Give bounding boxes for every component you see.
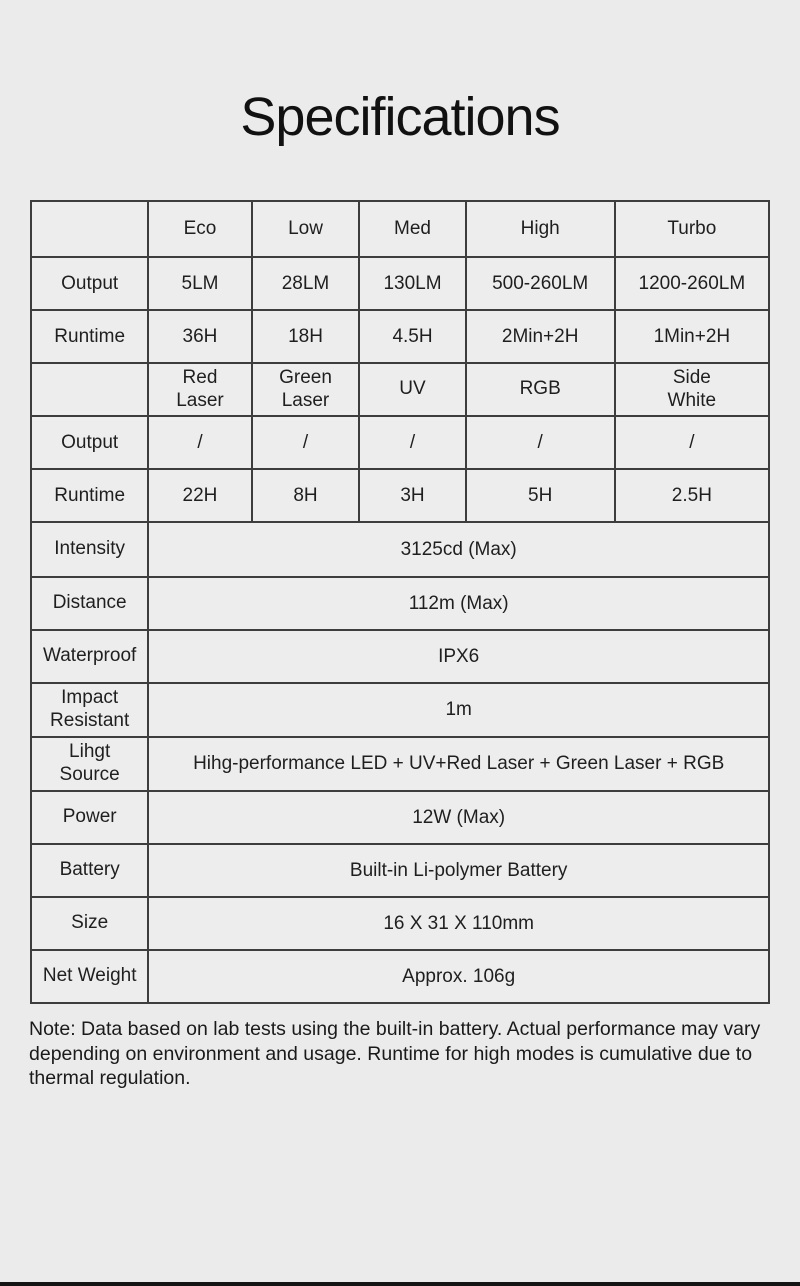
value-cell: 1200-260LM <box>615 257 769 310</box>
value-cell: 3125cd (Max) <box>148 522 769 577</box>
note-text: Note: Data based on lab tests using the built-in battery. Actual performance may vary depending on environment and usage. Runtime for high modes is cumulative due to thermal regulation. <box>29 1018 761 1090</box>
value-cell: 16 X 31 X 110mm <box>148 897 769 950</box>
value-cell: 28LM <box>252 257 360 310</box>
aux-header-label: UV <box>399 378 426 400</box>
empty-header-cell <box>31 201 148 257</box>
value-cell: / <box>359 416 465 469</box>
value-cell: 2Min+2H <box>466 310 615 363</box>
row-label: Waterproof <box>31 630 148 683</box>
aux-header-rgb <box>466 363 615 416</box>
value-cell: 5H <box>466 469 615 522</box>
row-label: Runtime <box>31 469 148 522</box>
spec-row-size <box>31 897 769 950</box>
value-cell: / <box>148 416 251 469</box>
value-cell: 3H <box>359 469 465 522</box>
value-cell: 8H <box>252 469 360 522</box>
value-cell: / <box>615 416 769 469</box>
aux-header-side-white <box>615 363 769 416</box>
spec-sheet <box>0 86 800 1091</box>
spec-row-intensity <box>31 522 769 577</box>
aux-runtime-row <box>31 469 769 522</box>
mode-header-eco: Eco <box>148 201 251 257</box>
aux-header-green-laser <box>252 363 360 416</box>
value-cell: 36H <box>148 310 251 363</box>
row-label: Battery <box>31 844 148 897</box>
value-cell: Approx. 106g <box>148 950 769 1003</box>
row-label: Lihgt Source <box>31 737 148 791</box>
row-label: Power <box>31 791 148 844</box>
mode-output-row <box>31 257 769 310</box>
aux-header-red-laser <box>148 363 251 416</box>
spec-row-power <box>31 791 769 844</box>
spec-row-light-source <box>31 737 769 791</box>
aux-header-row <box>31 363 769 416</box>
value-cell: / <box>252 416 360 469</box>
value-cell: 112m (Max) <box>148 577 769 630</box>
value-cell: 2.5H <box>615 469 769 522</box>
row-label: Intensity <box>31 522 148 577</box>
mode-header-row <box>31 201 769 257</box>
value-cell: 130LM <box>359 257 465 310</box>
aux-header-label: Side White <box>667 367 717 411</box>
spec-row-net-weight <box>31 950 769 1003</box>
value-cell: IPX6 <box>148 630 769 683</box>
value-cell: 1m <box>148 683 769 737</box>
aux-header-uv <box>359 363 465 416</box>
value-cell: 12W (Max) <box>148 791 769 844</box>
page-title: Specifications <box>240 87 560 147</box>
aux-header-label: RGB <box>519 378 561 400</box>
aux-header-label: Green Laser <box>279 367 332 411</box>
row-label: Net Weight <box>31 950 148 1003</box>
spec-row-battery <box>31 844 769 897</box>
mode-header-high: High <box>466 201 615 257</box>
mode-header-med: Med <box>359 201 465 257</box>
bottom-divider <box>0 1282 800 1286</box>
row-label: Output <box>31 416 148 469</box>
mode-runtime-row <box>31 310 769 363</box>
specs-table <box>30 200 770 1004</box>
mode-header-turbo: Turbo <box>615 201 769 257</box>
aux-header-label: Red Laser <box>176 367 224 411</box>
row-label: Output <box>31 257 148 310</box>
row-label: Distance <box>31 577 148 630</box>
value-cell: 4.5H <box>359 310 465 363</box>
empty-header-cell <box>31 363 148 416</box>
value-cell: Built-in Li-polymer Battery <box>148 844 769 897</box>
mode-header-low: Low <box>252 201 360 257</box>
aux-output-row <box>31 416 769 469</box>
value-cell: 18H <box>252 310 360 363</box>
spec-row-distance <box>31 577 769 630</box>
spec-row-waterproof <box>31 630 769 683</box>
spec-row-impact-resistant <box>31 683 769 737</box>
value-cell: / <box>466 416 615 469</box>
value-cell: 5LM <box>148 257 251 310</box>
row-label: Runtime <box>31 310 148 363</box>
value-cell: 500-260LM <box>466 257 615 310</box>
value-cell: 22H <box>148 469 251 522</box>
value-cell: 1Min+2H <box>615 310 769 363</box>
row-label: Size <box>31 897 148 950</box>
row-label: Impact Resistant <box>31 683 148 737</box>
value-cell: Hihg-performance LED + UV+Red Laser + Green Laser + RGB <box>148 737 769 791</box>
